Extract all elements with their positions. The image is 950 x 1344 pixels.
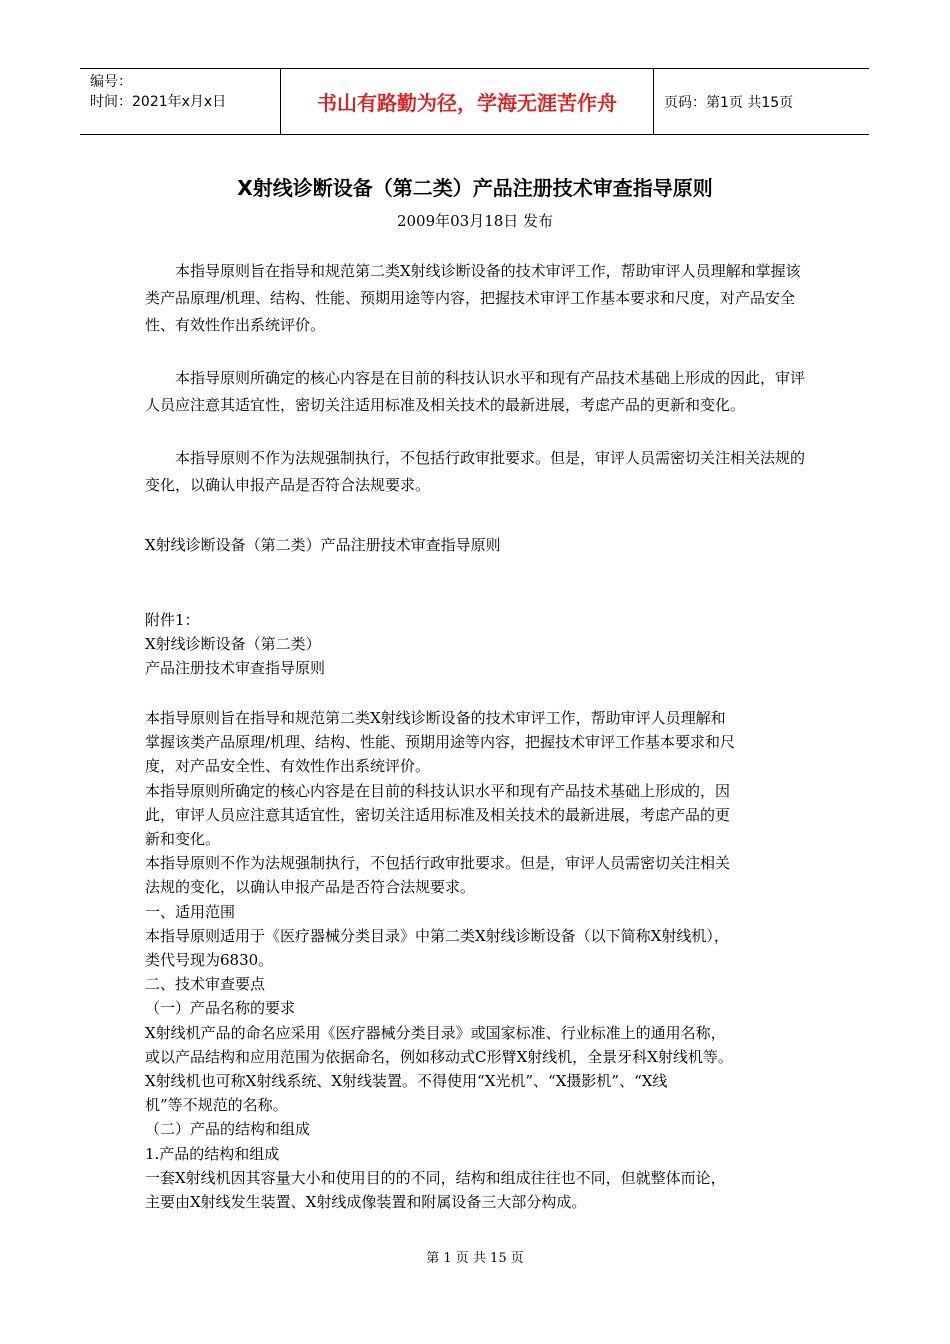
body-line: （二）产品的结构和组成 — [145, 1120, 311, 1139]
header-page-info: 页码：第1页 共15页 — [664, 94, 794, 111]
document-time-label: 时间：2021年x月x日 — [90, 94, 227, 110]
body-line: X射线机也可称X射线系统、X射线装置。不得使用“X光机”、“X摄影机”、“X线 — [145, 1072, 668, 1091]
body-line: 此，审评人员应注意其适宜性，密切关注适用标准及相关技术的最新进展，考虑产品的更 — [145, 805, 731, 824]
intro-paragraph: 本指导原则旨在指导和规范第二类X射线诊断设备的技术审评工作，帮助审评人员理解和掌握该类产品原理/机理、结构、性能、预期用途等内容，把握技术审评工作基本要求和尺度，对产品安全性、有效性作出系统评价。 — [145, 262, 801, 334]
body-line: 度，对产品安全性、有效性作出系统评价。 — [145, 757, 431, 776]
body-line: 一套X射线机因其容量大小和使用目的的不同，结构和组成往往也不同，但就整体而论， — [145, 1168, 726, 1187]
body-line: 一、适用范围 — [145, 902, 236, 921]
annex-heading — [145, 608, 810, 680]
header-motto: 书山有路勤为径，学海无涯苦作舟 — [280, 69, 654, 134]
body-line: 主要由X射线发生装置、X射线成像装置和附属设备三大部分构成。 — [145, 1193, 587, 1212]
body-line: 新和变化。 — [145, 830, 221, 849]
intro-section — [145, 258, 810, 525]
publish-date: 2009年03月18日 发布 — [396, 212, 554, 230]
body-line: X射线机产品的命名应采用《医疗器械分类目录》或国家标准、行业标准上的通用名称， — [145, 1023, 726, 1042]
body-line: 或以产品结构和应用范围为依据命名，例如移动式C形臂X射线机，全景牙科X射线机等。 — [145, 1047, 733, 1066]
body-line: 本指导原则不作为法规强制执行，不包括行政审批要求。但是，审评人员需密切关注相关 — [145, 854, 731, 873]
body-line: 1.产品的结构和组成 — [145, 1144, 280, 1163]
body-line: 掌握该类产品原理/机理、结构、性能、预期用途等内容，把握技术审评工作基本要求和尺 — [145, 733, 736, 752]
annex-label: 附件1： — [145, 611, 200, 629]
page-header — [80, 68, 869, 135]
page-footer: 第 1 页 共 15 页 — [426, 1251, 524, 1266]
repeat-title: X射线诊断设备（第二类）产品注册技术审查指导原则 — [145, 536, 501, 554]
document-number-label: 编号： — [90, 74, 132, 90]
body-line: 本指导原则所确定的核心内容是在目前的科技认识水平和现有产品技术基础上形成的，因 — [145, 781, 731, 800]
document-title: X射线诊断设备（第二类）产品注册技术审查指导原则 — [237, 176, 713, 200]
body-line: （一）产品名称的要求 — [145, 999, 296, 1018]
body-text — [145, 706, 810, 1214]
body-line: 二、技术审查要点 — [145, 975, 266, 994]
body-line: 机”等不规范的名称。 — [145, 1096, 288, 1115]
body-line: 类代号现为6830。 — [145, 951, 274, 970]
body-line: 本指导原则适用于《医疗器械分类目录》中第二类X射线诊断设备（以下简称X射线机）， — [145, 926, 729, 945]
intro-paragraph: 本指导原则不作为法规强制执行，不包括行政审批要求。但是，审评人员需密切关注相关法规的变化，以确认申报产品是否符合法规要求。 — [145, 449, 806, 494]
header-meta-cell — [80, 69, 280, 134]
body-line: 本指导原则旨在指导和规范第二类X射线诊断设备的技术审评工作，帮助审评人员理解和 — [145, 709, 726, 727]
intro-paragraph: 本指导原则所确定的核心内容是在目前的科技认识水平和现有产品技术基础上形成的因此，审评人员应注意其适宜性，密切关注适用标准及相关技术的最新进展，考虑产品的更新和变化。 — [145, 369, 806, 414]
body-line: 法规的变化，以确认申报产品是否符合法规要求。 — [145, 878, 476, 897]
annex-title-line: 产品注册技术审查指导原则 — [145, 659, 326, 677]
annex-title-line: X射线诊断设备（第二类） — [145, 635, 321, 653]
